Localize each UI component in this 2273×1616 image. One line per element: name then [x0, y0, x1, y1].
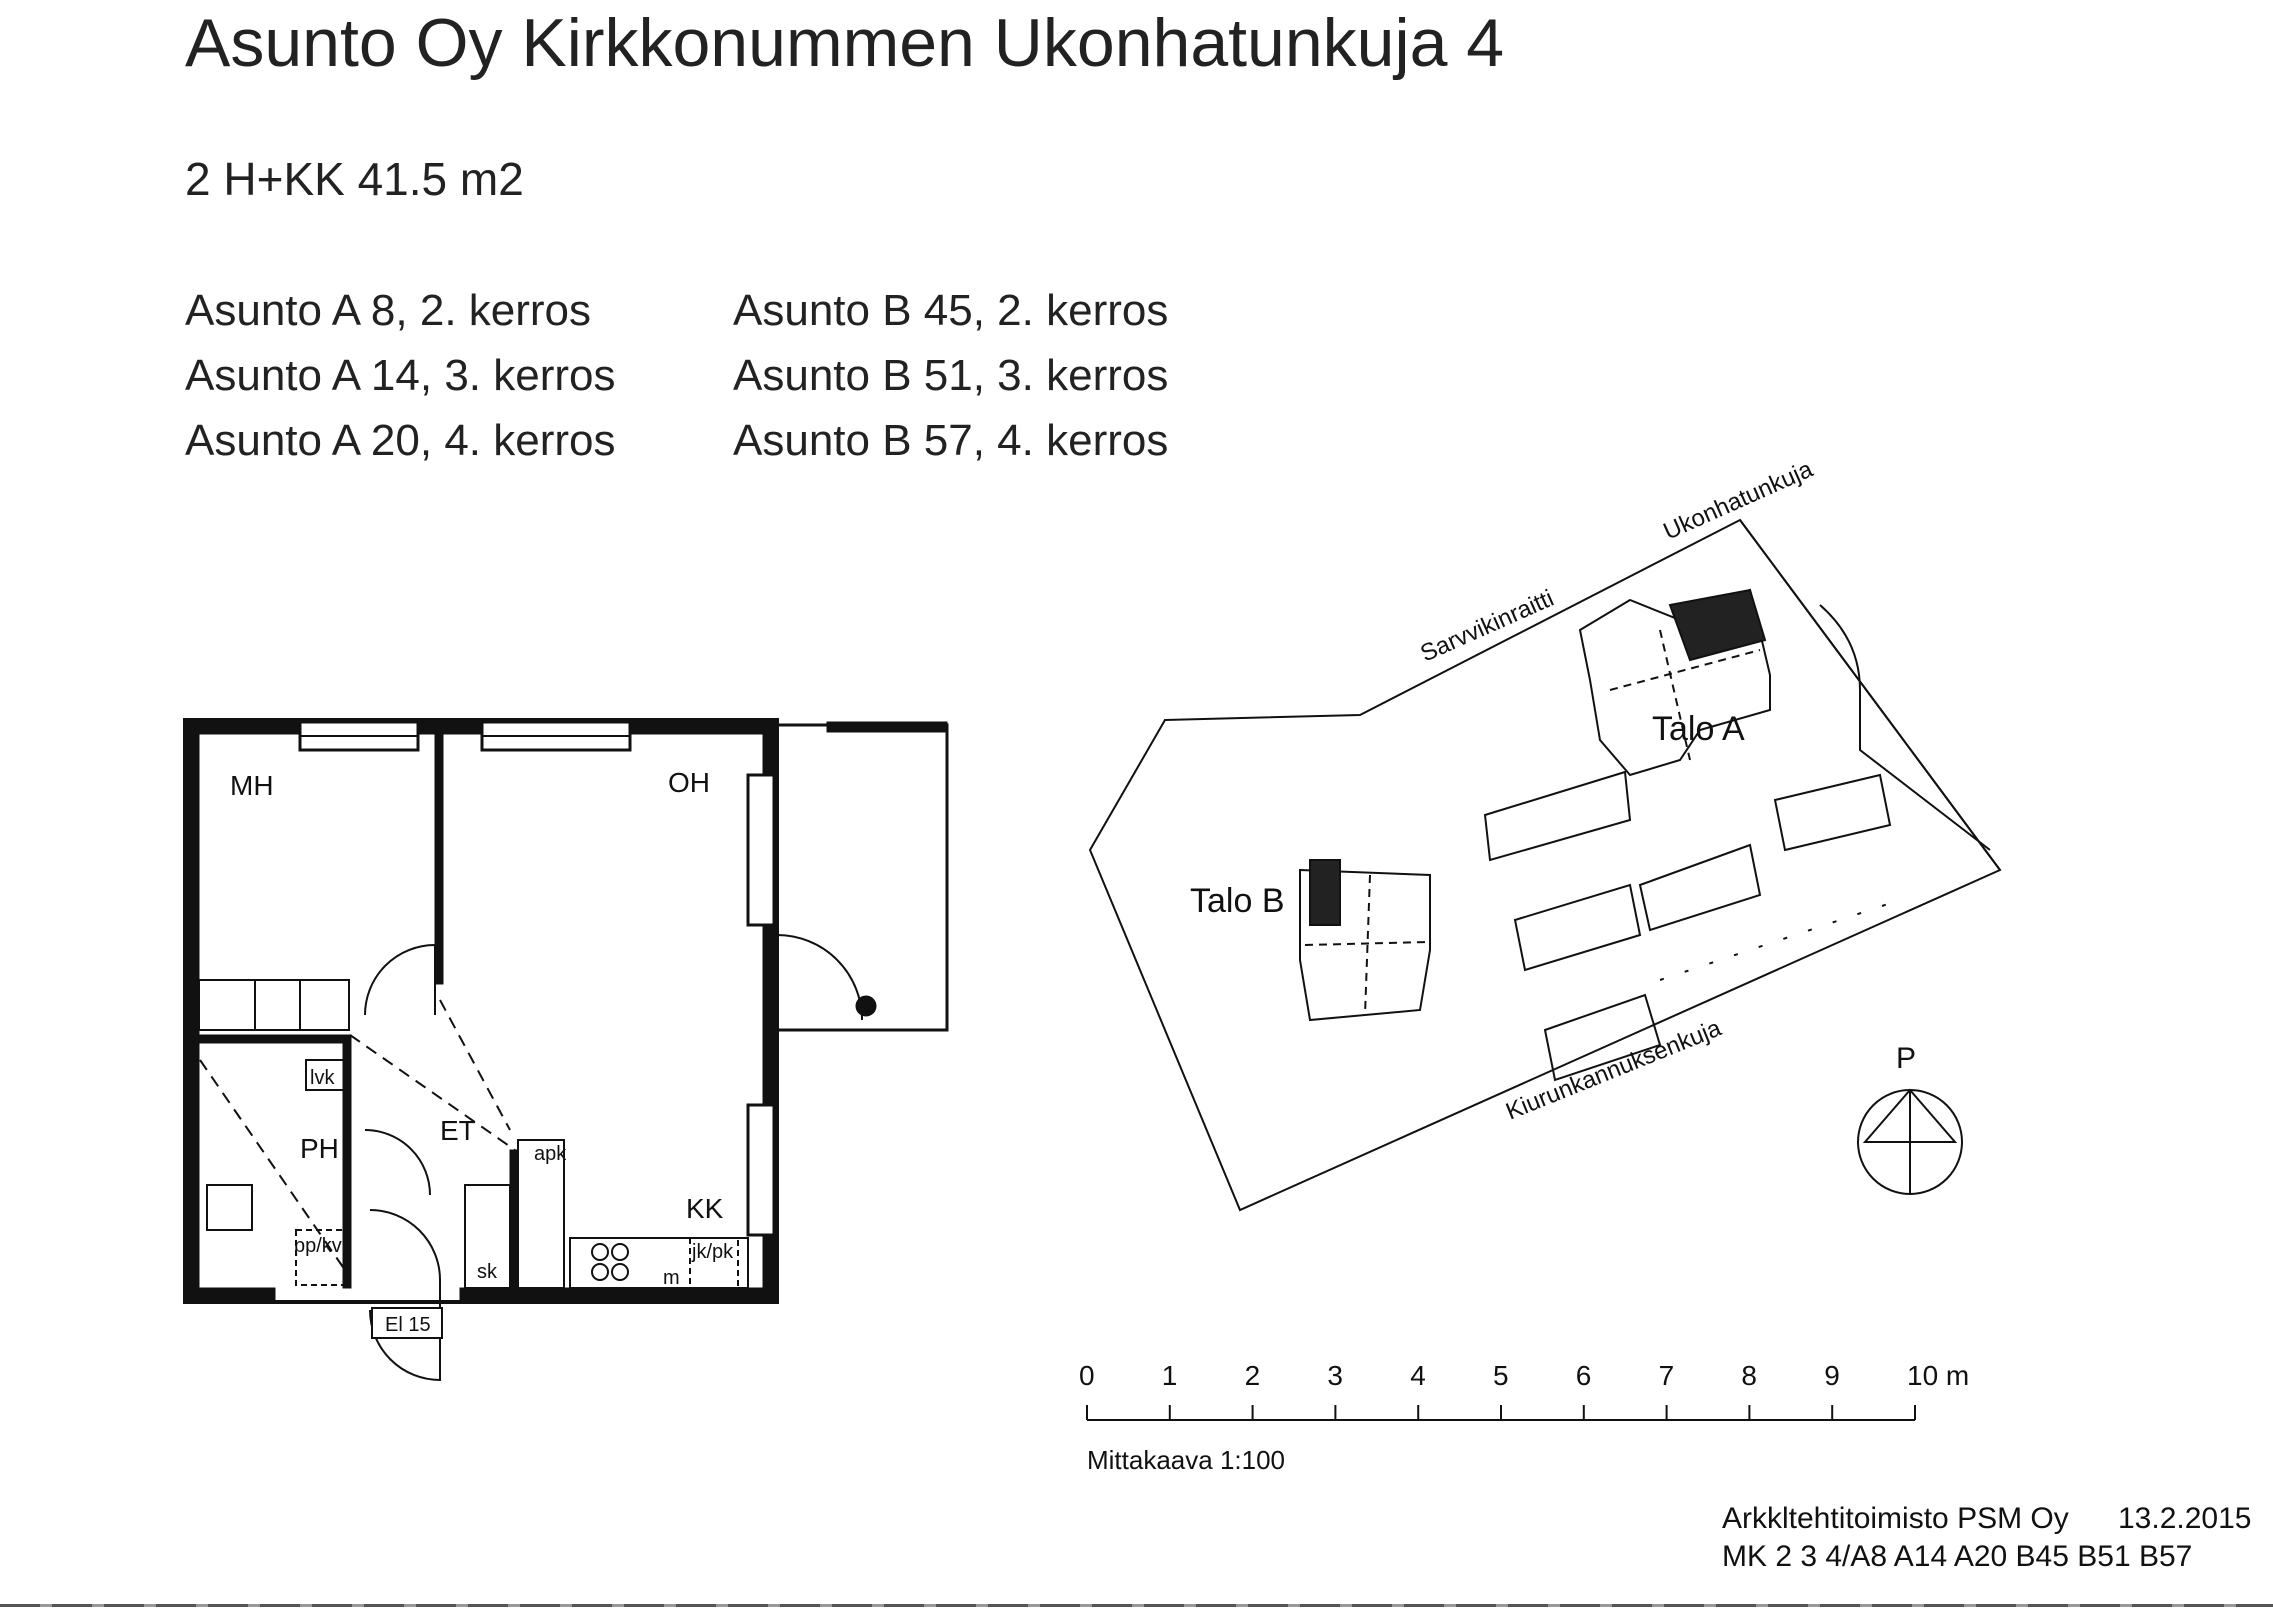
building-label-talo-b: Talo B: [1190, 882, 1285, 920]
wall-west: [185, 720, 199, 1302]
door-mh-swing: [365, 945, 435, 1015]
balcony-rail: [827, 722, 947, 732]
building-label-talo-a: Talo A: [1652, 710, 1745, 748]
scale-label: Mittakaava 1:100: [1087, 1445, 1286, 1475]
scale-bar: [1060, 1355, 1970, 1485]
parking-1: [1775, 775, 1890, 850]
room-label-oh: OH: [668, 767, 710, 798]
scale-tick-label: 1: [1161, 1360, 1178, 1391]
apartment-entry: Asunto B 51, 3. kerros: [733, 351, 1169, 400]
page-title: Asunto Oy Kirkkonummen Ukonhatunkuja 4: [185, 5, 1505, 81]
apartment-entry: Asunto B 45, 2. kerros: [733, 286, 1169, 335]
entrance-door-swing: [370, 1210, 440, 1380]
site-plan: [1000, 430, 2273, 1250]
apartment-entry: Asunto A 20, 4. kerros: [185, 416, 616, 465]
window-east-1: [748, 775, 774, 925]
street-label-kiurunkannuksenkuja: Kiurunkannuksenkuja: [1502, 1014, 1726, 1126]
fixture-label-sk: sk: [477, 1261, 497, 1283]
balcony-door-swing: [777, 935, 862, 1020]
door-ph-swing: [365, 1130, 430, 1195]
north-label: P: [1896, 1042, 1917, 1075]
drawing-date: 13.2.2015: [2118, 1502, 2252, 1535]
driveway: [1820, 605, 1990, 850]
scale-tick-label: 5: [1493, 1360, 1509, 1391]
washbasin-icon: [207, 1185, 252, 1230]
scale-tick-label: 9: [1824, 1360, 1840, 1391]
street-label-sarvvikinraitti: Sarvvikinraitti: [1416, 584, 1558, 668]
room-label-kk: KK: [686, 1193, 724, 1224]
scale-tick-label: 2: [1244, 1360, 1261, 1391]
apartment-type-size: 2 H+KK 41.5 m2: [185, 153, 524, 205]
entrance-label: El 15: [385, 1314, 431, 1336]
wall-mh-ph: [199, 1035, 349, 1043]
scale-tick-label: 7: [1658, 1360, 1675, 1391]
bottom-edge-line: [0, 1604, 2273, 1607]
balcony-post: [856, 996, 876, 1016]
fixture-label-apk: apk: [534, 1143, 567, 1165]
fixture-label-lvk: lvk: [310, 1067, 335, 1089]
scale-tick-label: 10 m: [1907, 1360, 1970, 1391]
fixture-label-m: m: [663, 1267, 680, 1289]
wall-south-a: [185, 1288, 275, 1302]
wall-south-b: [460, 1288, 777, 1302]
street-label-ukonhatunkuja: Ukonhatunkuja: [1659, 455, 1817, 546]
wall-et-kk: [510, 1150, 518, 1288]
talo-a-highlighted-unit: [1670, 590, 1765, 660]
floor-plan: [0, 0, 1000, 1400]
fixture-label-jkpk: jk/pk: [692, 1241, 734, 1263]
apartment-entry: Asunto A 8, 2. kerros: [185, 286, 592, 335]
scale-tick-label: 8: [1741, 1360, 1757, 1391]
room-label-et: ET: [440, 1115, 476, 1146]
talo-b-highlighted-unit: [1310, 860, 1340, 925]
stove-icon: [592, 1244, 608, 1260]
parking-structure-1: [1485, 772, 1630, 860]
parking-2: [1640, 845, 1760, 930]
scale-tick-label: 0: [1079, 1360, 1095, 1391]
room-label-mh: MH: [230, 770, 274, 801]
fixture-label-ppkv: pp/kv: [294, 1235, 342, 1257]
apartment-entry: Asunto B 57, 4. kerros: [733, 416, 1169, 465]
architect-office: Arkkltehtitoimisto PSM Oy: [1722, 1502, 2069, 1535]
balcony: [777, 725, 947, 1030]
drawing-code: MK 2 3 4/A8 A14 A20 B45 B51 B57: [1722, 1540, 2193, 1573]
window-east-2: [748, 1105, 774, 1235]
scale-tick-label: 4: [1410, 1360, 1426, 1391]
room-label-ph: PH: [300, 1133, 339, 1164]
north-arrow-icon: [1858, 1090, 1962, 1194]
wall-mh-oh: [435, 734, 443, 984]
wardrobe: [199, 980, 349, 1030]
parking-3: [1515, 885, 1640, 970]
scale-tick-label: 6: [1575, 1360, 1592, 1391]
scale-tick-label: 3: [1327, 1360, 1343, 1391]
apartment-entry: Asunto A 14, 3. kerros: [185, 351, 616, 400]
